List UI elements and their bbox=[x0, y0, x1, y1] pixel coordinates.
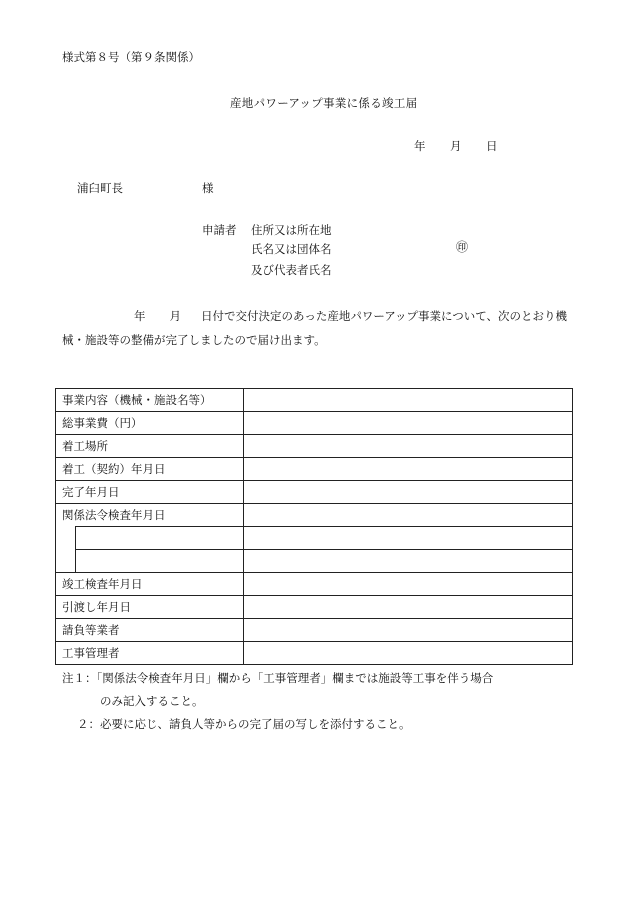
row-label: 事業内容（機械・施設名等） bbox=[56, 389, 244, 412]
row-label: 完了年月日 bbox=[56, 481, 244, 504]
applicant-representative-label: 及び代表者氏名 bbox=[251, 263, 332, 277]
sub-row-value-field[interactable] bbox=[244, 527, 573, 550]
form-number: 様式第８号（第９条関係） bbox=[62, 50, 200, 64]
row-label: 請負等業者 bbox=[56, 619, 244, 642]
note-2: ２：必要に応じ、請負人等からの完了届の写しを添付すること。 bbox=[77, 717, 411, 731]
row-label: 関係法令検査年月日 bbox=[56, 504, 244, 527]
row-value-field[interactable] bbox=[244, 481, 573, 504]
date-month-label: 月 bbox=[450, 139, 462, 153]
applicant-label: 申請者 bbox=[202, 223, 237, 237]
row-value-field[interactable] bbox=[244, 412, 573, 435]
completion-form-table bbox=[55, 388, 573, 665]
row-value-field[interactable] bbox=[244, 504, 573, 527]
table-row bbox=[56, 481, 573, 504]
body-year: 年 bbox=[134, 309, 146, 323]
note-1-continuation: のみ記入すること。 bbox=[100, 694, 204, 708]
row-value-field[interactable] bbox=[244, 573, 573, 596]
table-row bbox=[56, 458, 573, 481]
row-label: 着工場所 bbox=[56, 435, 244, 458]
table-row bbox=[56, 619, 573, 642]
row-label: 竣工検査年月日 bbox=[56, 573, 244, 596]
sub-row-value-field[interactable] bbox=[244, 550, 573, 573]
row-label: 総事業費（円） bbox=[56, 412, 244, 435]
table-row bbox=[56, 389, 573, 412]
table-row bbox=[56, 573, 573, 596]
row-value-field[interactable] bbox=[244, 642, 573, 665]
row-label: 着工（契約）年月日 bbox=[56, 458, 244, 481]
body-text: 日付で交付決定のあった産地パワーアップ事業について、次のとおり機械・施設等の整備が完了しましたので届け出ます。 bbox=[62, 309, 568, 347]
sub-row-label-field[interactable] bbox=[76, 550, 244, 573]
sub-row-label-field[interactable] bbox=[76, 527, 244, 550]
body-paragraph bbox=[62, 304, 578, 352]
row-value-field[interactable] bbox=[244, 619, 573, 642]
row-value-field[interactable] bbox=[244, 596, 573, 619]
row-value-field[interactable] bbox=[244, 435, 573, 458]
body-month: 月 bbox=[169, 309, 181, 323]
seal-mark: ㊞ bbox=[456, 240, 469, 254]
document-title: 産地パワーアップ事業に係る竣工届 bbox=[230, 96, 418, 110]
sub-row-indent bbox=[56, 527, 76, 550]
sub-row-indent bbox=[56, 550, 76, 573]
row-value-field[interactable] bbox=[244, 389, 573, 412]
row-label: 工事管理者 bbox=[56, 642, 244, 665]
table-row bbox=[56, 596, 573, 619]
note-1: 注１：「関係法令検査年月日」欄から「工事管理者」欄までは施設等工事を伴う場合 bbox=[62, 671, 494, 685]
applicant-name-label: 氏名又は団体名 bbox=[251, 242, 332, 256]
addressee-name: 浦臼町長 bbox=[77, 181, 123, 195]
table-sub-row bbox=[56, 527, 573, 550]
table-row bbox=[56, 642, 573, 665]
row-label: 引渡し年月日 bbox=[56, 596, 244, 619]
table-row bbox=[56, 504, 573, 527]
table-row bbox=[56, 412, 573, 435]
table-row bbox=[56, 435, 573, 458]
date-year-label: 年 bbox=[414, 139, 426, 153]
table-sub-row bbox=[56, 550, 573, 573]
addressee-honorific: 様 bbox=[202, 181, 214, 195]
date-day-label: 日 bbox=[486, 139, 498, 153]
applicant-address-label: 住所又は所在地 bbox=[251, 223, 332, 237]
row-value-field[interactable] bbox=[244, 458, 573, 481]
